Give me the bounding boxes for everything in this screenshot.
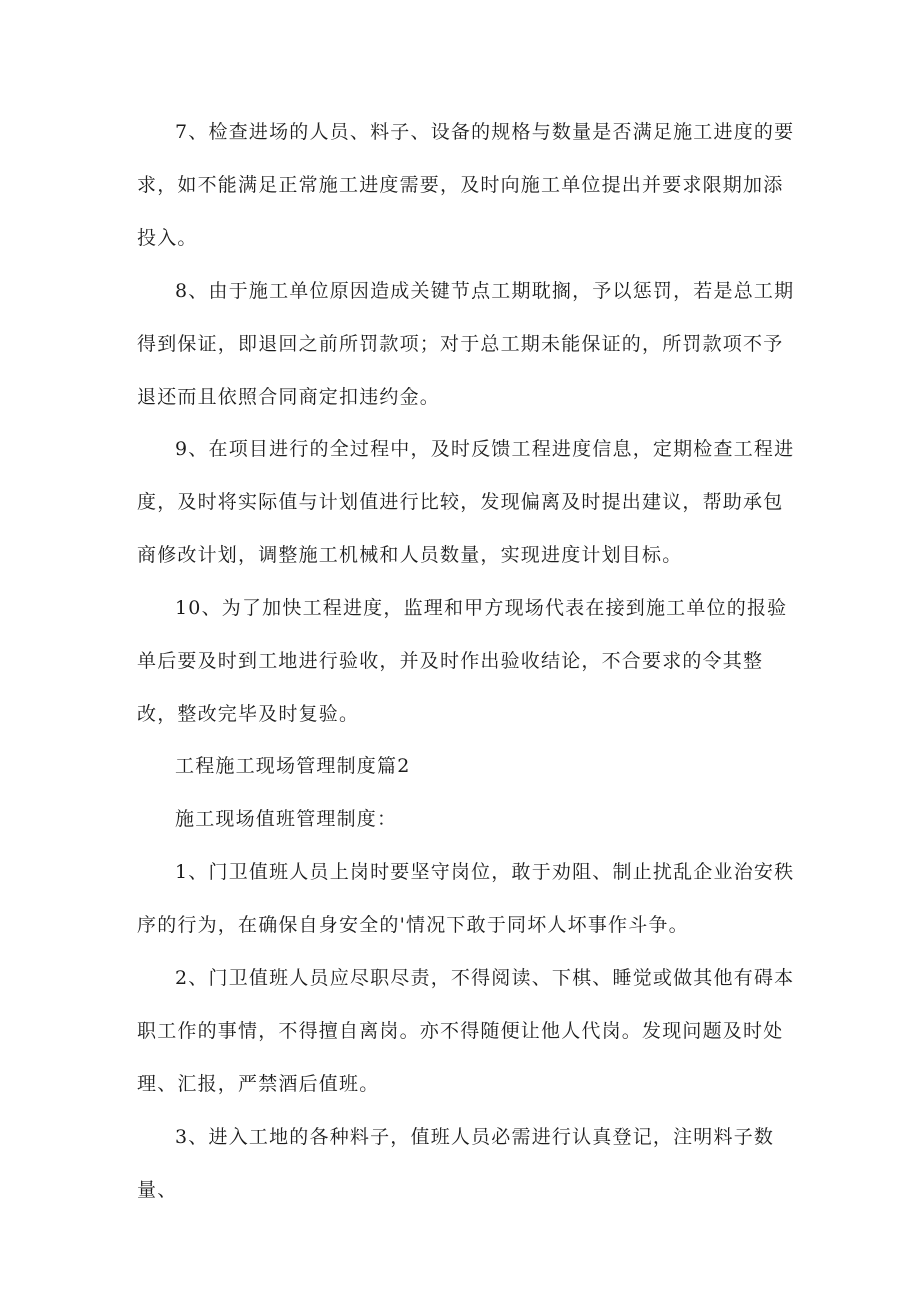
section-heading: 工程施工现场管理制度篇2 xyxy=(175,755,411,777)
duty-rule-1: 1、门卫值班人员上岗时要坚守岗位，敢于劝阻、制止扰乱企业治安秩序的行为，在确保自身安全的'情况下敢于同坏人坏事作斗争。 xyxy=(137,861,795,936)
duty-rule-2: 2、门卫值班人员应尽职尽责，不得阅读、下棋、睡觉或做其他有碍本职工作的事情，不得擅自离岗。亦不得随便让他人代岗。发现问题及时处理、汇报，严禁酒后值班。 xyxy=(137,967,795,1095)
paragraph-10: 10、为了加快工程进度，监理和甲方现场代表在接到施工单位的报验单后要及时到工地进行验收，并及时作出验收结论，不合要求的令其整改，整改完毕及时复验。 xyxy=(137,597,788,725)
paragraph-8: 8、由于施工单位原因造成关键节点工期耽搁，予以惩罚，若是总工期得到保证，即退回之前所罚款项；对于总工期未能保证的，所罚款项不予退还而且依照合同商定扣违约金。 xyxy=(137,280,795,408)
paragraph-9: 9、在项目进行的全过程中，及时反馈工程进度信息，定期检查工程进度，及时将实际值与计划值进行比较，发现偏离及时提出建议，帮助承包商修改计划，调整施工机械和人员数量，实现进度计划目标。 xyxy=(137,438,795,566)
paragraph-7: 7、检查进场的人员、料子、设备的规格与数量是否满足施工进度的要求，如不能满足正常施工进度需要，及时向施工单位提出并要求限期加添投入。 xyxy=(137,121,795,249)
section-subheading: 施工现场值班管理制度： xyxy=(175,808,398,830)
duty-rule-3: 3、进入工地的各种料子，值班人员必需进行认真登记，注明料子数量、 xyxy=(137,1126,775,1201)
